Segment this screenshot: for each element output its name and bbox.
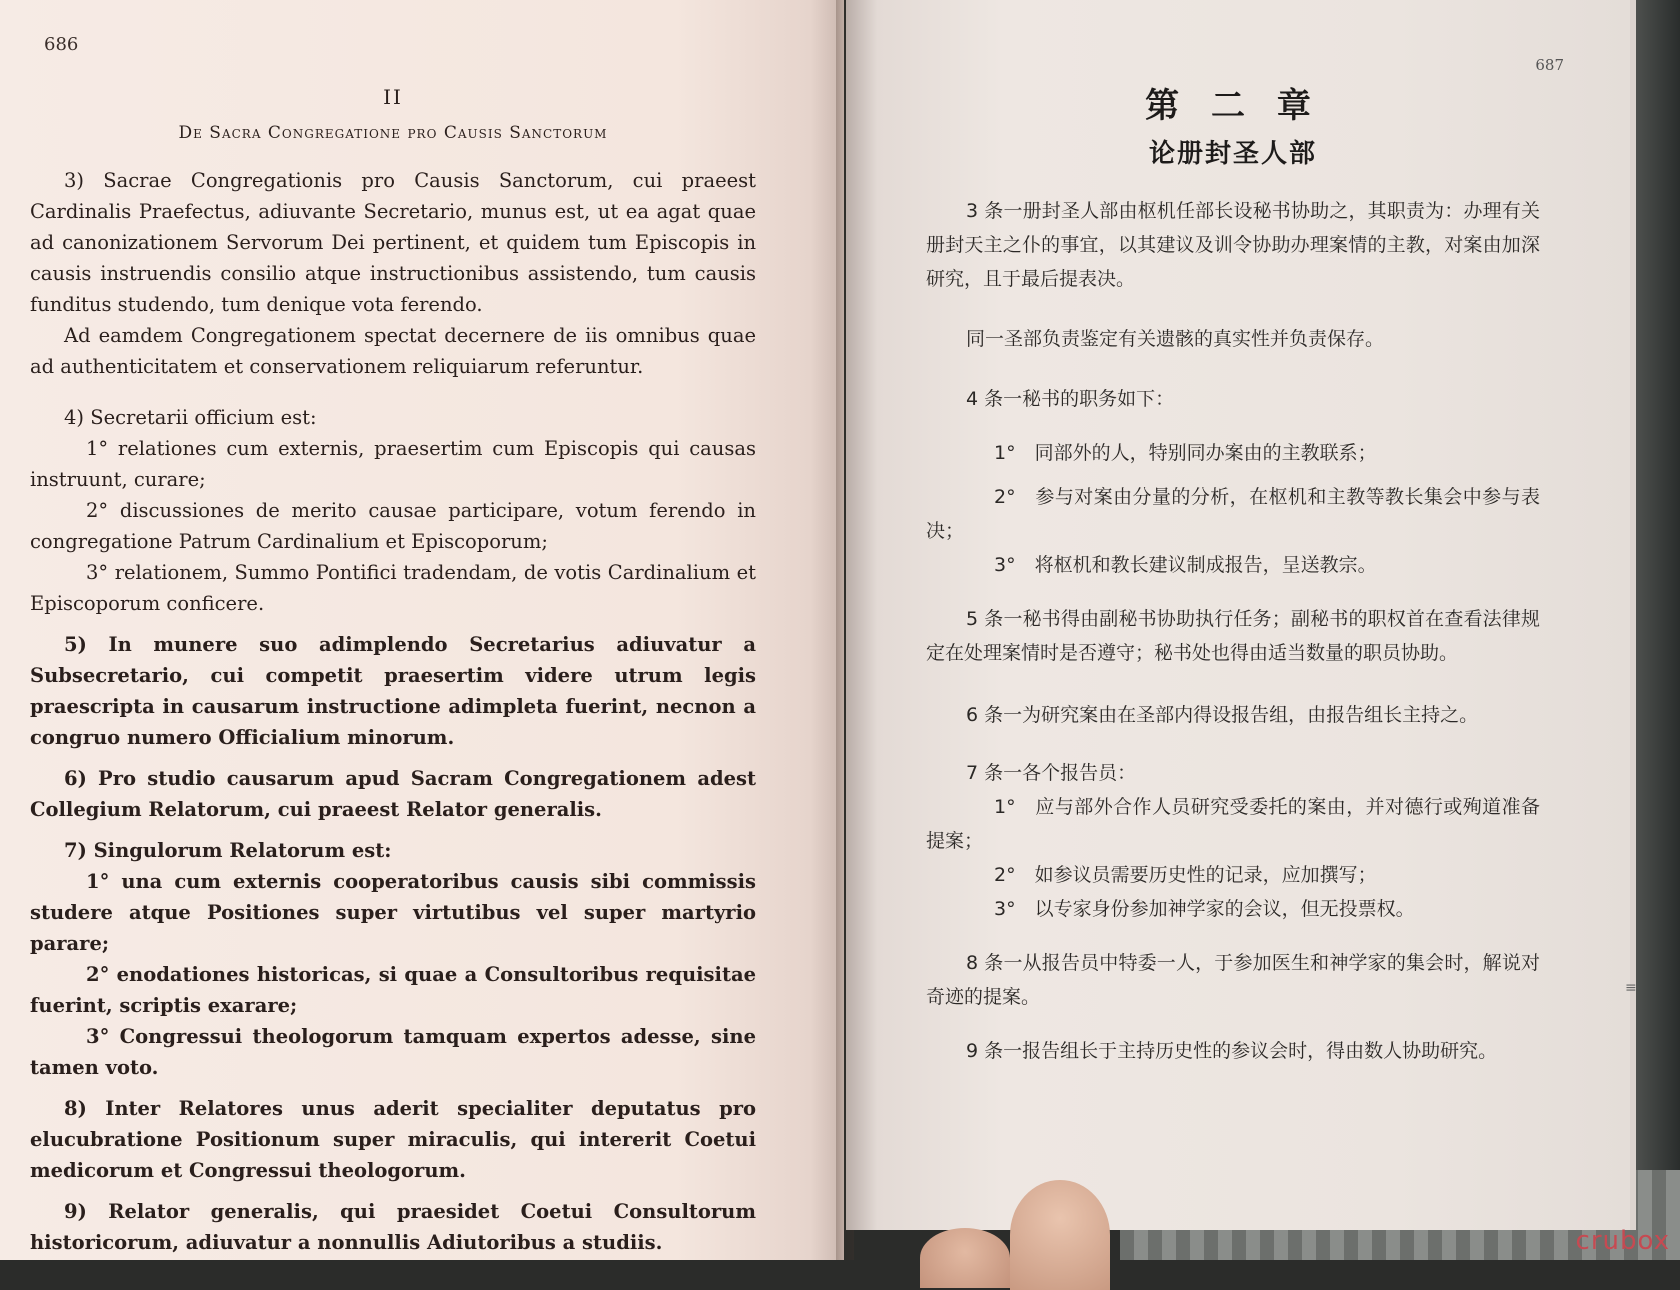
chapter-heading-right: 论册封圣人部: [1148, 139, 1317, 169]
paragraph: 8 条一从报告员中特委一人，于参加医生和神学家的集会时，解说对奇迹的提案。: [926, 952, 1540, 1008]
watermark: crubox: [1575, 1226, 1670, 1256]
paragraph: 1° relationes cum externis, praesertim cum Episcopis qui causas instruunt, curare;: [30, 437, 756, 491]
paragraph: 7) Singulorum Relatorum est:: [64, 839, 392, 862]
paragraph: 2° 参与对案由分量的分析，在枢机和主教等教长集会中参与表决；: [926, 486, 1540, 542]
paragraph: 6) Pro studio causarum apud Sacram Congregationem adest Collegium Relatorum, cui praeest Relator generalis.: [30, 767, 756, 821]
paragraph: 4 条一秘书的职务如下：: [966, 388, 1175, 410]
paragraph: Ad eamdem Congregationem spectat decernere de iis omnibus quae ad authenticitatem et conservationem reliquiarum referuntur.: [30, 324, 756, 378]
paragraph: 4) Secretarii officium est:: [64, 406, 317, 429]
latin-text: [30, 165, 756, 1258]
paragraph: 3° 以专家身份参加神学家的会议，但无投票权。: [994, 898, 1415, 920]
finger: [920, 1228, 1010, 1288]
chapter-heading-left: De Sacra Congregatione pro Causis Sanctorum: [178, 123, 608, 143]
paragraph: 7 条一各个报告员：: [966, 762, 1137, 784]
right-page: [846, 0, 1636, 1230]
left-page: [0, 0, 844, 1260]
paragraph: 1° 同部外的人，特别同办案由的主教联系；: [994, 442, 1377, 464]
paragraph: 3° 将枢机和教长建议制成报告，呈送教宗。: [994, 554, 1377, 576]
paragraph: 1° una cum externis cooperatoribus causis sibi commissis studere atque Positiones super virtutibus vel super martyrio parare;: [30, 870, 756, 955]
paragraph: 2° enodationes historicas, si quae a Consultoribus requisitae fuerint, scriptis exarare;: [30, 963, 756, 1017]
paragraph: 1° 应与部外合作人员研究受委托的案由，并对德行或殉道准备提案；: [926, 796, 1540, 852]
paragraph: 6 条一为研究案由在圣部内得设报告组，由报告组长主持之。: [966, 704, 1479, 726]
chapter-number-left: II: [383, 85, 403, 109]
paragraph: 9 条一报告组长于主持历史性的参议会时，得由数人协助研究。: [966, 1040, 1498, 1062]
paragraph: 同一圣部负责鉴定有关遗骸的真实性并负责保存。: [966, 328, 1385, 350]
paragraph: 5 条一秘书得由副秘书协助执行任务；副秘书的职权首在查看法律规定在处理案情时是否遵守；秘书处也得由适当数量的职员协助。: [926, 608, 1540, 664]
paragraph: 3° Congressui theologorum tamquam expertos adesse, sine tamen voto.: [30, 1025, 756, 1079]
paragraph: 3) Sacrae Congregationis pro Causis Sanctorum, cui praeest Cardinalis Praefectus, adiuvante Secretario, munus est, ut ea agat quae ad canonizationem Servorum Dei pertinent, et quidem tum Episcopis in causis instruendis consilio atque instructionibus assistendo, tum causis funditus studendo, tum denique vota ferendo.: [30, 169, 756, 316]
chinese-text: [926, 194, 1540, 1068]
paragraph: 5) In munere suo adimplendo Secretarius adiuvatur a Subsecretario, cui competit praesertim videre utrum legis praescripta in causarum instructione adimpleta fuerint, necnon a congruo numero Officialium minorum.: [30, 633, 756, 749]
paragraph: 8) Inter Relatores unus aderit specialiter deputatus pro elucubratione Positionum super miraculis, qui intererit Coetui medicorum et Congressui theologorum.: [30, 1097, 756, 1182]
paragraph: 9) Relator generalis, qui praesidet Coetui Consultorum historicorum, adiuvatur a nonnullis Adiutoribus a studiis.: [30, 1200, 756, 1254]
paragraph: 2° 如参议员需要历史性的记录，应加撰写；: [994, 864, 1377, 886]
paragraph: 3° relationem, Summo Pontifici tradendam, de votis Cardinalium et Episcoporum conficere.: [30, 561, 756, 615]
page-number-right: 687: [1535, 56, 1564, 74]
paragraph: 3 条一册封圣人部由枢机任部长设秘书协助之，其职责为：办理有关册封天主之仆的事宜，以其建议及训令协助办理案情的主教，对案由加深研究，且于最后提表决。: [926, 200, 1540, 290]
page-edge-mark: ≡: [1625, 980, 1637, 996]
paragraph: 2° discussiones de merito causae participare, votum ferendo in congregatione Patrum Cardinalium et Episcoporum;: [30, 499, 756, 553]
finger: [1010, 1180, 1110, 1290]
chapter-number-right: 第 二 章: [1145, 86, 1321, 126]
page-number-left: 686: [44, 34, 79, 55]
